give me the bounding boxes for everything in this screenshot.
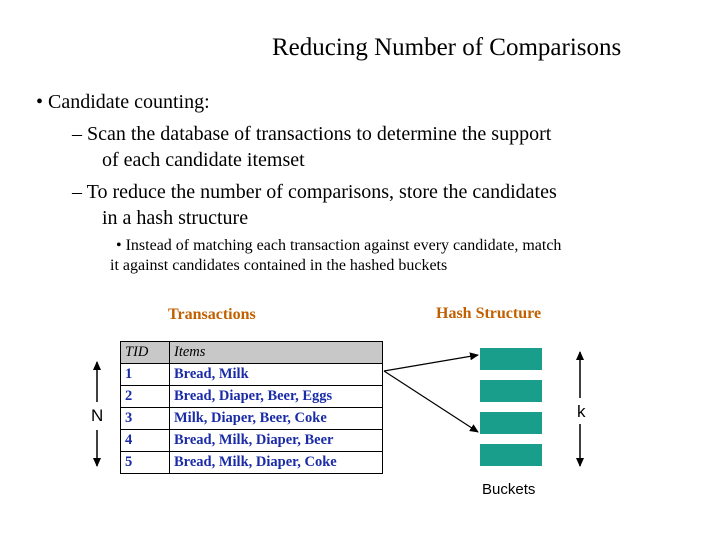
header-tid: TID [121,342,170,364]
row-tid: 1 [121,364,170,386]
hash-arrow-top [384,355,478,371]
hash-structure-title: Hash Structure [436,305,542,322]
row-items: Bread, Milk, Diaper, Coke [174,454,337,470]
sub-bullet-scan-line1: – Scan the database of transactions to determine the support [72,123,552,145]
row-items: Milk, Diaper, Beer, Coke [170,408,383,430]
row-items: Bread, Diaper, Beer, Eggs [170,386,383,408]
subsub-bullet-line2: it against candidates contained in the hashed buckets [110,257,448,274]
row-tid: 5 [121,452,170,474]
row-tid: 3 [121,408,170,430]
transactions-title: Transactions [168,306,256,323]
subsub-bullet-line1: • Instead of matching each transaction against every candidate, match [116,237,562,254]
sub-bullet-scan-line2: of each candidate itemset [102,149,305,171]
row-items: Bread, Milk, Diaper, Beer [170,430,383,452]
sub-bullet-hash-line1: – To reduce the number of comparisons, store the candidates [72,181,557,203]
buckets-label: Buckets [482,481,536,498]
bullet-candidate-counting: • Candidate counting: [36,91,210,113]
n-label: N [91,406,104,425]
k-label: k [577,402,586,421]
row-tid: 2 [121,386,170,408]
row-items: Bread, Milk [170,364,383,386]
page-title: Reducing Number of Comparisons [272,34,622,61]
sub-bullet-hash-line2: in a hash structure [102,207,249,229]
row-tid: 4 [121,430,170,452]
hash-arrow-bottom [384,371,478,432]
header-items: Items [170,342,383,364]
